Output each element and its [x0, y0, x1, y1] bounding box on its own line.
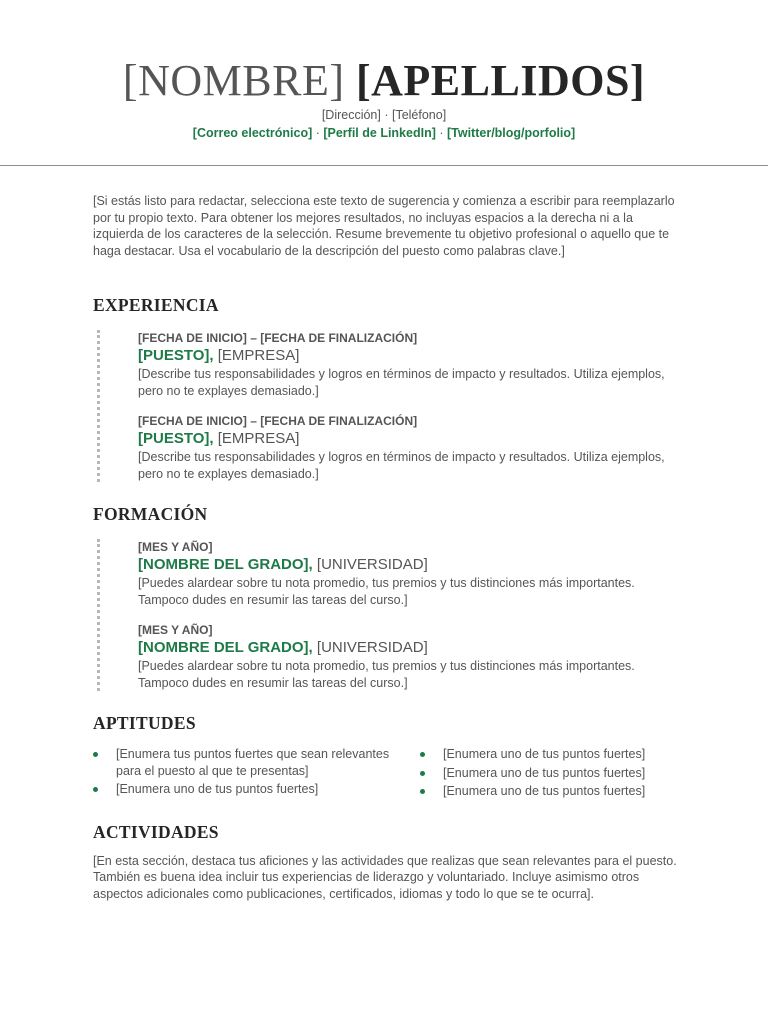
resume-body: [93, 193, 683, 902]
activities-text: [En esta sección, destaca tus aficiones y las actividades que realizas que sean relevantes para el puesto. También es buena idea incluir tus experiencias de liderazgo y voluntariado. Incluye asimismo otros aspectos adicionales como publicaciones, certificados, idiomas y todo lo que se te ocurra].: [93, 853, 677, 901]
skill-item: [420, 746, 645, 763]
entry-dates: [FECHA DE INICIO] – [FECHA DE FINALIZACIÓN]: [138, 414, 418, 428]
header-divider: [0, 165, 768, 166]
skill-text: [Enumera uno de tus puntos fuertes]: [443, 765, 646, 780]
skills-column-1: [93, 746, 393, 802]
skills-column-2: [420, 746, 645, 802]
bullet-icon: [93, 787, 98, 792]
skill-item: [93, 781, 393, 798]
entry-school: [UNIVERSIDAD]: [316, 556, 428, 573]
entry-role: [PUESTO],: [138, 347, 214, 364]
last-name: [APELLIDOS]: [355, 56, 646, 105]
bullet-icon: [420, 789, 425, 794]
separator: ·: [312, 126, 324, 140]
section-title-activities: ACTIVIDADES: [93, 821, 219, 842]
bullet-icon: [93, 752, 98, 757]
separator: ·: [435, 126, 447, 140]
skill-text: [Enumera uno de tus puntos fuertes]: [443, 747, 646, 761]
skill-text: [Enumera uno de tus puntos fuertes]: [443, 784, 646, 798]
entry-title: [138, 346, 683, 366]
contact-line: [Dirección] · [Teléfono]: [321, 108, 447, 122]
skill-item: [420, 783, 645, 800]
bullet-icon: [420, 752, 425, 757]
experience-list: [97, 330, 683, 482]
entry-degree: [NOMBRE DEL GRADO],: [138, 639, 313, 656]
entry-description: [Puedes alardear sobre tu nota promedio, tus premios y tus distinciones más importantes. Tampoco dudes en resumir las tareas del curso.]: [138, 576, 635, 607]
entry-org: [EMPRESA]: [217, 347, 300, 364]
entry-degree: [NOMBRE DEL GRADO],: [138, 556, 313, 573]
experience-entry: [138, 413, 683, 482]
section-title-experience: EXPERIENCIA: [93, 295, 219, 315]
skill-item: [420, 765, 645, 782]
email-link[interactable]: [Correo electrónico]: [192, 126, 313, 140]
links-line: [0, 125, 768, 142]
website-link[interactable]: [Twitter/blog/porfolio]: [446, 126, 576, 140]
full-name: [0, 56, 768, 106]
section-title-skills: APTITUDES: [93, 713, 196, 733]
entry-org: [EMPRESA]: [217, 430, 300, 447]
education-list: [97, 539, 683, 691]
summary-text: [Si estás listo para redactar, selecciona este texto de sugerencia y comienza a escribir para reemplazarlo por tu propio texto. Para obtener los mejores resultados, no incluyas espacios a la derecha ni a la izquierda de los caracteres de la selección. Resume brevemente tu objetivo profesional o aquello que te haga destacar. Usa el vocabulario de la descripción del puesto como palabras clave.]: [93, 194, 675, 258]
entry-description: [Describe tus responsabilidades y logros en términos de impacto y resultados. Utiliza ejemplos, pero no te explayes demasiado.]: [138, 450, 665, 481]
entry-description: [Puedes alardear sobre tu nota promedio, tus premios y tus distinciones más importantes. Tampoco dudes en resumir las tareas del curso.]: [138, 659, 635, 690]
section-title-education: FORMACIÓN: [93, 504, 208, 524]
entry-role: [PUESTO],: [138, 430, 214, 447]
entry-title: [138, 638, 683, 658]
education-entry: [138, 539, 683, 608]
experience-entry: [138, 330, 683, 399]
skill-item: [93, 746, 393, 779]
skill-text: [Enumera tus puntos fuertes que sean relevantes para el puesto al que te presentas]: [116, 747, 390, 778]
entry-dates: [MES Y AÑO]: [138, 540, 213, 554]
entry-title: [138, 429, 683, 449]
entry-school: [UNIVERSIDAD]: [316, 639, 428, 656]
entry-description: [Describe tus responsabilidades y logros en términos de impacto y resultados. Utiliza ejemplos, pero no te explayes demasiado.]: [138, 367, 665, 398]
skill-text: [Enumera uno de tus puntos fuertes]: [116, 782, 319, 796]
first-name: [NOMBRE]: [122, 56, 345, 105]
skills-list: [93, 746, 683, 802]
linkedin-link[interactable]: [Perfil de LinkedIn]: [323, 126, 436, 140]
bullet-icon: [420, 771, 425, 776]
education-entry: [138, 622, 683, 691]
entry-title: [138, 555, 683, 575]
entry-dates: [FECHA DE INICIO] – [FECHA DE FINALIZACIÓN]: [138, 331, 418, 345]
resume-header: [0, 0, 768, 142]
entry-dates: [MES Y AÑO]: [138, 623, 213, 637]
